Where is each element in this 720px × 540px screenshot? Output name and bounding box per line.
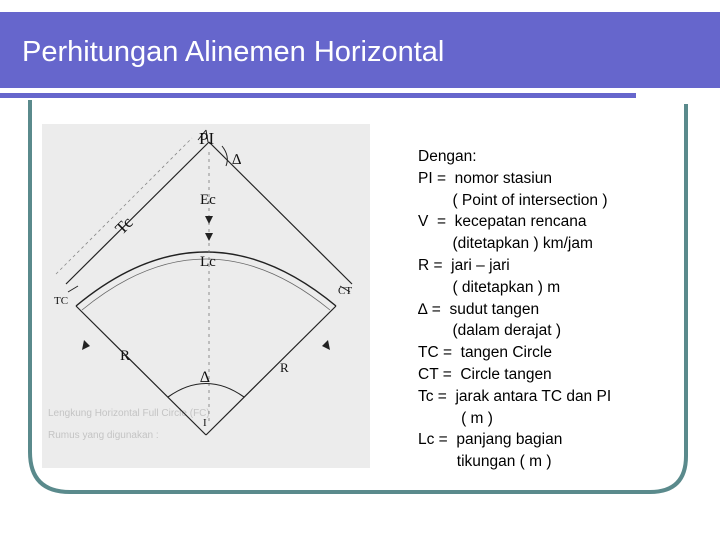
r-label-left: R — [120, 348, 131, 364]
tangent-line-right — [209, 142, 352, 284]
faint-caption-2: Rumus yang digunakan : — [48, 430, 159, 441]
description-line: CT = Circle tangen — [418, 365, 552, 383]
radius-line-right — [206, 306, 336, 435]
description-line: Tc = jarak antara TC dan PI — [418, 387, 612, 405]
tc-point-label: TC — [54, 295, 69, 307]
lc-label: Lc — [200, 254, 216, 270]
description-line: ( Point of intersection ) — [418, 191, 608, 209]
description-line: ( m ) — [418, 409, 493, 427]
faint-caption-1: Lengkung Horizontal Full Circle (FC) — [48, 408, 210, 419]
description-line: Lc = panjang bagian — [418, 431, 563, 449]
description-line: PI = nomor stasiun — [418, 169, 552, 187]
delta-label-center: ∆ — [200, 369, 210, 386]
delta-label-top: ∆ — [232, 152, 242, 168]
tc-dimension-line — [56, 138, 192, 274]
tangent-line-left — [66, 142, 209, 284]
r-label-right: R — [280, 360, 289, 375]
description-line: V = kecepatan rencana — [418, 213, 587, 231]
description-line: R = jari – jari — [418, 256, 510, 274]
description-line: (ditetapkan ) km/jam — [418, 235, 593, 253]
description-line: Dengan: — [418, 148, 477, 165]
description-line: TC = tangen Circle — [418, 344, 552, 362]
curve-diagram — [42, 124, 370, 468]
description-line: ∆ = sudut tangen — [418, 300, 540, 318]
pi-label: PI — [199, 129, 215, 148]
description-line: tikungan ( m ) — [418, 453, 552, 471]
slide-title: Perhitungan Alinemen Horizontal — [22, 36, 445, 68]
center-label: I — [203, 417, 207, 429]
description-line: (dalam derajat ) — [418, 322, 561, 340]
description-line: ( ditetapkan ) m — [418, 278, 561, 296]
ct-point-label: CT — [338, 285, 353, 297]
description-list — [418, 146, 611, 473]
tc-length-label: Tc — [111, 212, 137, 239]
ec-label: Ec — [200, 192, 216, 208]
